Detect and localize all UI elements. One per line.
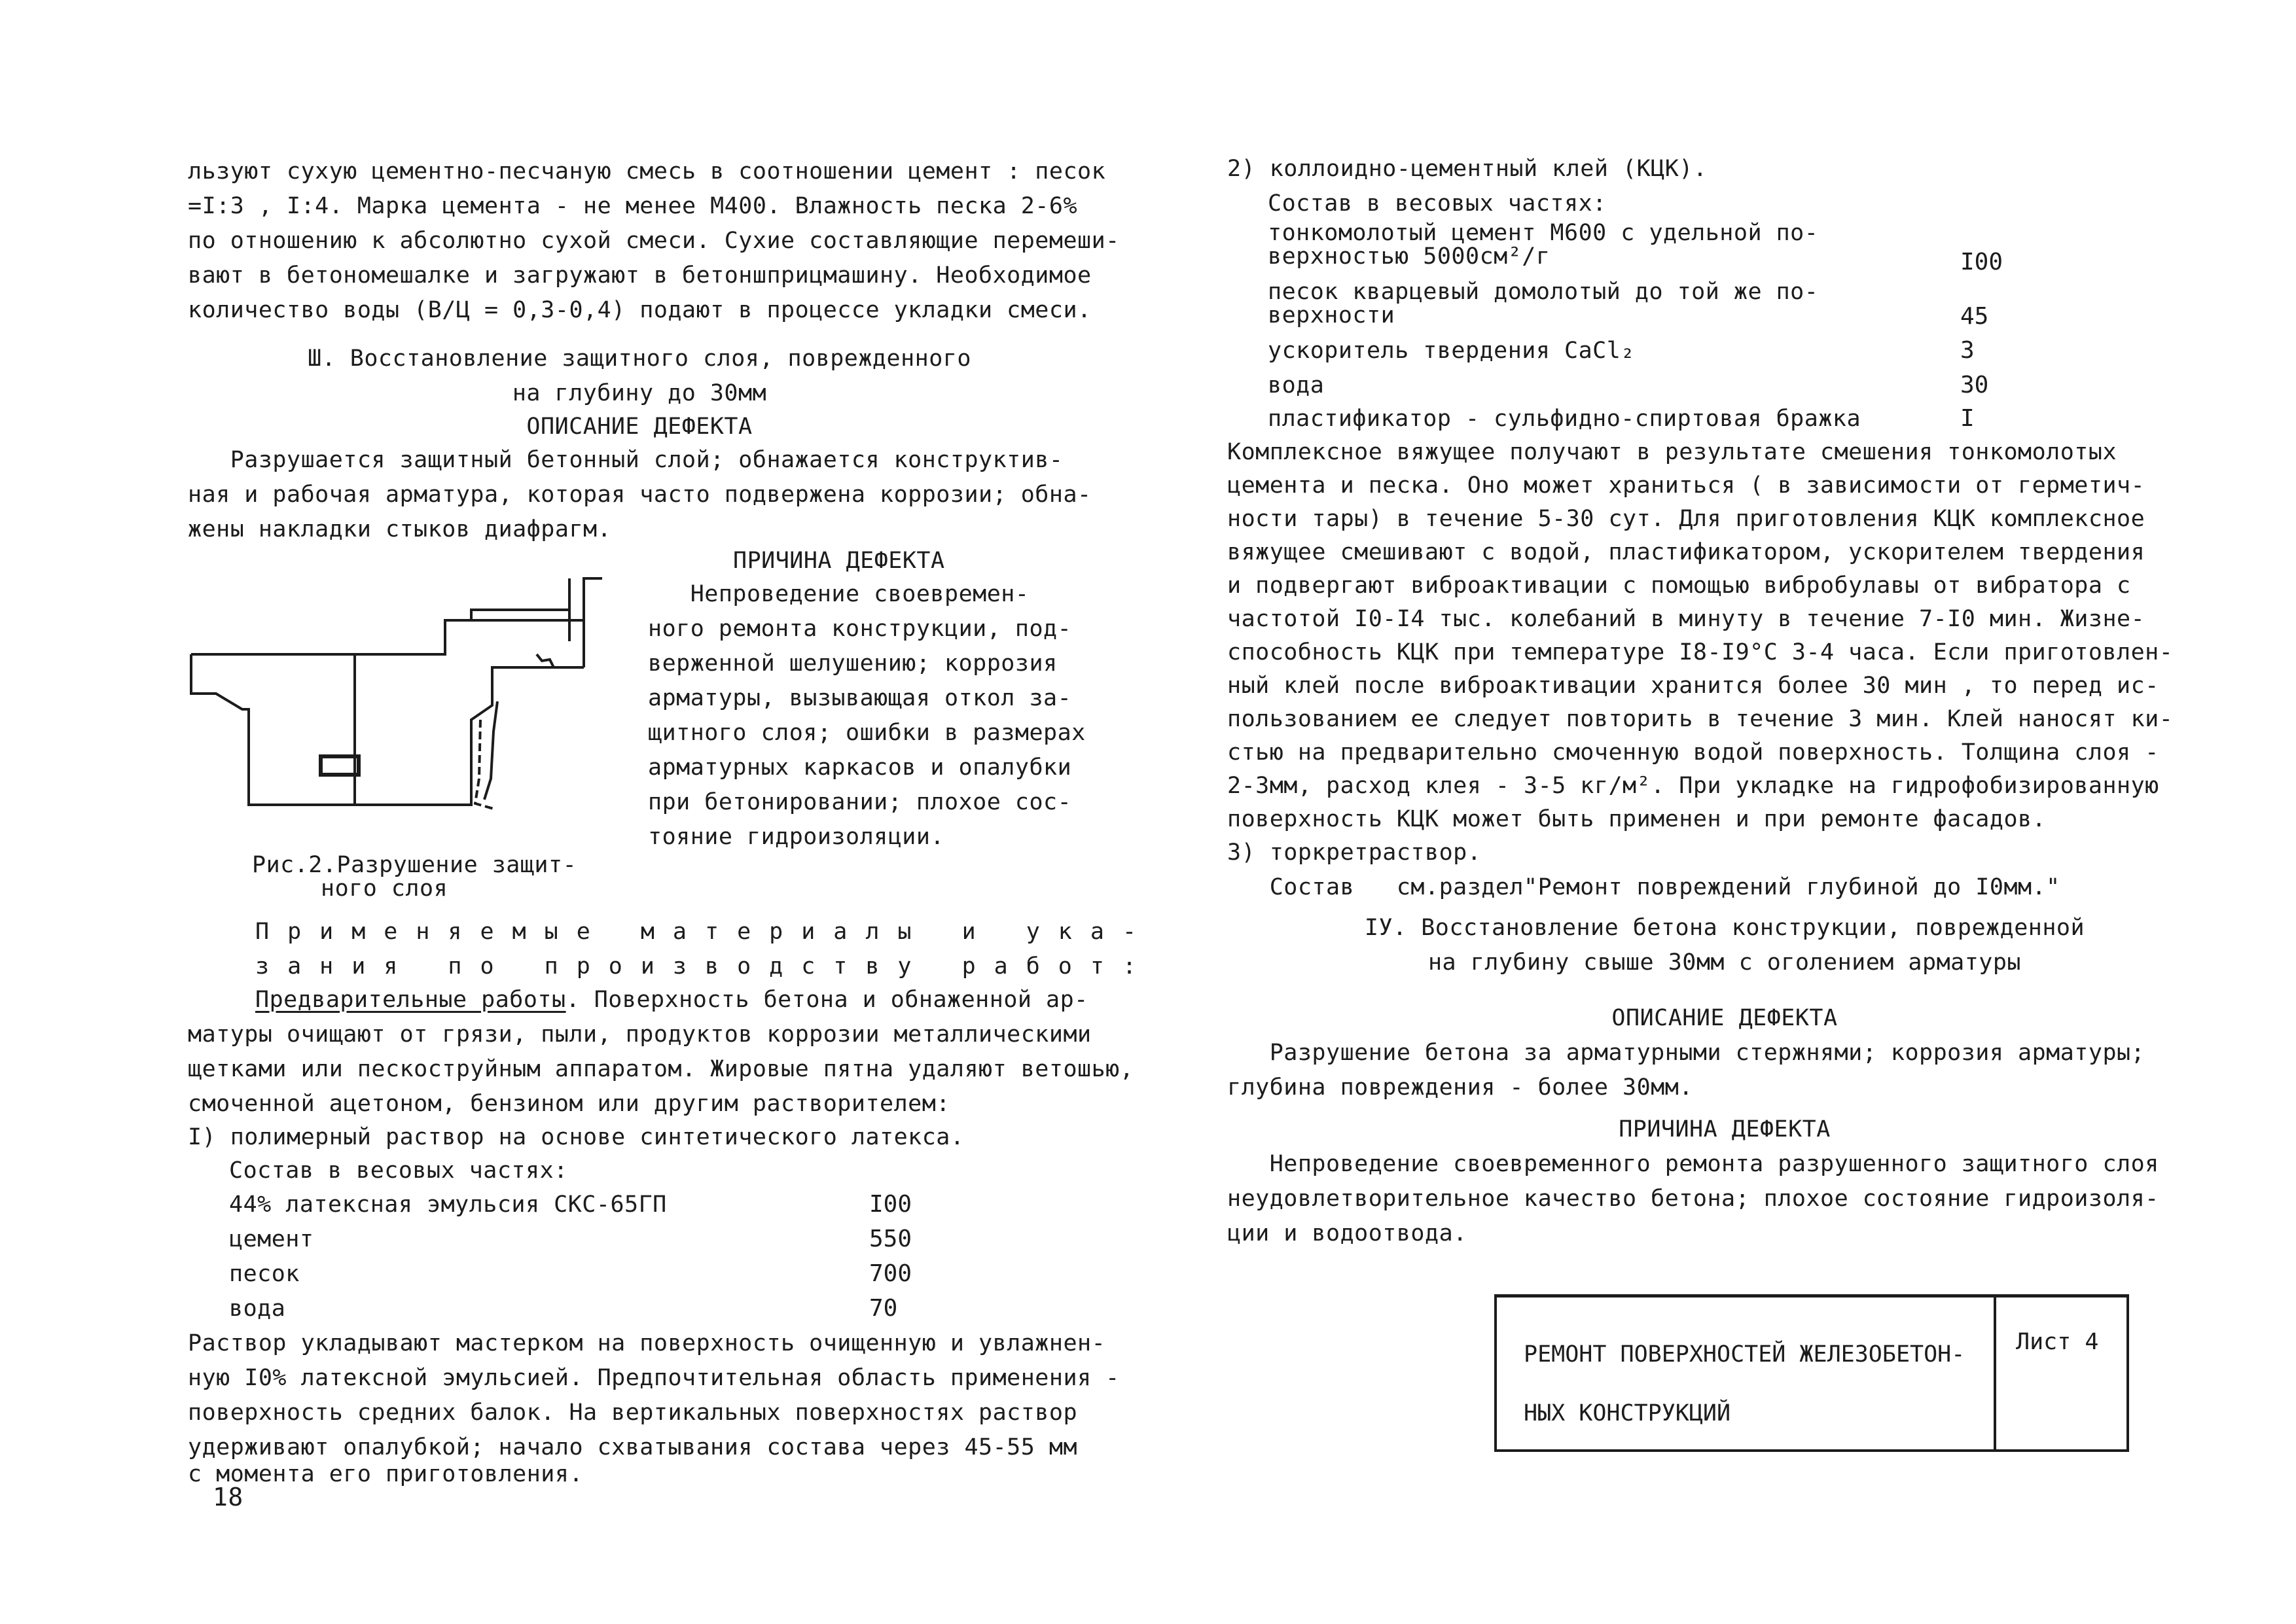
prelim-line-rest: . Поверхность бетона и обнаженной ар- (565, 987, 1088, 1013)
cause-line: верженной шелушению; коррозия (648, 650, 1058, 677)
complex-line: ный клей после виброактивации хранится более 30 мин , то перед ис- (1227, 673, 2159, 699)
cause-line: ного ремонта конструкции, под- (648, 616, 1072, 642)
defect-description-line: Разрушение бетона за арматурными стержнями; коррозия арматуры; (1227, 1040, 2145, 1066)
cause-line: арматурных каркасов и опалубки (648, 754, 1072, 781)
title-block-line: РЕМОНТ ПОВЕРХНОСТЕЙ ЖЕЛЕЗОБЕТОН- (1524, 1341, 1965, 1368)
complex-line: цемента и песка. Оно может храниться ( в зависимости от герметич- (1227, 472, 2145, 499)
page-number: 18 (213, 1483, 243, 1511)
after-recipe-line: с момента его приготовления. (188, 1461, 584, 1487)
prelim-line: матуры очищают от грязи, пыли, продуктов коррозии металлическими (188, 1021, 1092, 1048)
recipe-1-name: песок (229, 1261, 300, 1287)
recipe-2-name: ускоритель твердения CaCl₂ (1268, 338, 1635, 364)
intro-line: =I:3 , I:4. Марка цемента - не менее М400. Влажность песка 2-6% (188, 193, 1078, 219)
cause-line: Непроведение своевремен- (648, 581, 1030, 607)
recipe-2-qty: 30 (1960, 372, 1989, 398)
title-block-line: НЫХ КОНСТРУКЦИЙ (1524, 1400, 1731, 1426)
cause-heading: ПРИЧИНА ДЕФЕКТА (733, 548, 945, 574)
defect-description-line: ная и рабочая арматура, которая часто подвержена коррозии; обна- (188, 482, 1092, 508)
recipe-1-qty: 550 (869, 1226, 912, 1252)
complex-line: вяжущее смешивают с водой, пластификатором, ускорителем твердения (1227, 539, 2145, 565)
title-block-name (1524, 1325, 1982, 1443)
prelim-label: Предварительные работы (255, 987, 566, 1013)
intro-line: вают в бетономешалке и загружают в бетоншприцмашину. Необходимое (188, 262, 1092, 289)
complex-line: частотой I0-I4 тыс. колебаний в минуту в течение 7-I0 мин. Жизне- (1227, 606, 2145, 632)
defect-description-line: Разрушается защитный бетонный слой; обнажается конструктив- (188, 447, 1064, 473)
cause-line: Непроведение своевременного ремонта разрушенного защитного слоя (1227, 1151, 2159, 1177)
defect-description-heading: ОПИСАНИЕ ДЕФЕКТА (526, 414, 753, 440)
complex-line: способность КЦК при температуре I8-I9°С 3-4 часа. Если приготовлен- (1227, 639, 2174, 665)
after-recipe-line: ную I0% латексной эмульсией. Предпочтительная область применения - (188, 1365, 1120, 1391)
complex-line: поверхность КЦК может быть применен и при ремонте фасадов. (1227, 806, 2047, 832)
cause-line: арматуры, вызывающая откол за- (648, 685, 1072, 711)
defect-description-heading: ОПИСАНИЕ ДЕФЕКТА (1611, 1005, 1838, 1031)
cause-line: при бетонировании; плохое сос- (648, 789, 1072, 815)
materials-heading: Применяемые материалы и ука- (255, 919, 1155, 945)
composition-label: Состав в весовых частях: (1268, 190, 1607, 217)
item-3-composition: Состав см.раздел"Ремонт повреждений глубиной до I0мм." (1227, 874, 2060, 900)
prelim-line: смоченной ацетоном, бензином или другим растворителем: (188, 1091, 950, 1117)
defect-description-line: глубина повреждения - более 30мм. (1227, 1074, 1693, 1101)
item-3-title: 3) торкретраствор. (1227, 839, 1482, 866)
figure-caption: ного слоя (321, 875, 448, 902)
after-recipe-line: поверхность средних балок. На вертикальных поверхностях раствор (188, 1400, 1078, 1426)
section-4-title: на глубину свыше 30мм с оголением арматуры (1427, 949, 2021, 976)
intro-line: льзуют сухую цементно-песчаную смесь в соотношении цемент : песок (188, 158, 1106, 185)
cause-heading: ПРИЧИНА ДЕФЕКТА (1619, 1116, 1831, 1142)
item-1-title: I) полимерный раствор на основе синтетического латекса. (188, 1124, 965, 1150)
cause-line: щитного слоя; ошибки в размерах (648, 720, 1086, 746)
recipe-1-name: вода (229, 1296, 286, 1322)
recipe-2-name: вода (1268, 372, 1325, 398)
cause-line: ции и водоотвода. (1227, 1220, 1467, 1246)
cause-line: неудовлетворительное качество бетона; плохое состояние гидроизоля- (1227, 1186, 2159, 1212)
defect-description-line: жены накладки стыков диафрагм. (188, 516, 612, 542)
complex-line: стью на предварительно смоченную водой поверхность. Толщина слоя - (1227, 739, 2159, 766)
recipe-1-name: цемент (229, 1226, 314, 1252)
intro-line: количество воды (В/Ц = 0,3-0,4) подают в процессе укладки смеси. (188, 297, 1092, 323)
beam-cross-section-figure (183, 563, 602, 811)
complex-line: 2-3мм, расход клея - 3-5 кг/м². При укладке на гидрофобизированную (1227, 773, 2159, 799)
recipe-2-name: песок кварцевый домолотый до той же по- верхности (1268, 279, 1819, 328)
recipe-2-name: тонкомолотый цемент М600 с удельной по- верхностью 5000см²/г (1268, 220, 1819, 270)
after-recipe-line: Раствор укладывают мастерком на поверхность очищенную и увлажнен- (188, 1330, 1106, 1356)
complex-line: пользованием ее следует повторить в течение 3 мин. Клей наносят ки- (1227, 706, 2174, 732)
recipe-2-qty: I00 (1960, 249, 2003, 275)
recipe-2-qty: 3 (1960, 337, 1975, 364)
recipe-1-qty: I00 (869, 1191, 912, 1218)
section-3-title: Ш. Восстановление защитного слоя, поврежденного (308, 345, 971, 372)
figure-caption: Рис.2.Разрушение защит- (252, 852, 577, 878)
after-recipe-line: удерживают опалубкой; начало схватывания состава через 45-55 мм (188, 1434, 1078, 1460)
recipe-2-qty: I (1960, 405, 1975, 432)
recipe-2-name: пластификатор - сульфидно-спиртовая бражка (1268, 406, 1861, 432)
complex-line: и подвергают виброактивации с помощью вибробулавы от вибратора с (1227, 573, 2131, 599)
title-block-divider (1994, 1294, 1996, 1451)
sheet-number: Лист 4 (2016, 1329, 2099, 1355)
section-4-title: IУ. Восстановление бетона конструкции, поврежденной (1364, 915, 2085, 941)
prelim-line: щетками или пескоструйным аппаратом. Жировые пятна удаляют ветошью, (188, 1056, 1134, 1082)
item-2-title: 2) коллоидно-цементный клей (КЦК). (1227, 156, 1708, 182)
complex-line: ности тары) в течение 5-30 сут. Для приготовления КЦК комплексное (1227, 506, 2145, 532)
cause-line: тояние гидроизоляции. (648, 824, 945, 850)
prelim-line (255, 983, 1088, 1017)
recipe-1-qty: 700 (869, 1260, 912, 1287)
composition-label: Состав в весовых частях: (229, 1157, 568, 1184)
recipe-1-name: 44% латексная эмульсия СКС-65ГП (229, 1192, 667, 1218)
materials-heading: зания по производству работ: (255, 953, 1155, 980)
section-3-title: на глубину до 30мм (512, 380, 767, 406)
intro-line: по отношению к абсолютно сухой смеси. Сухие составляющие перемеши- (188, 228, 1120, 254)
recipe-2-qty: 45 (1960, 303, 1989, 330)
complex-line: Комплексное вяжущее получают в результате смешения тонкомолотых (1227, 439, 2117, 465)
recipe-1-qty: 70 (869, 1295, 898, 1322)
